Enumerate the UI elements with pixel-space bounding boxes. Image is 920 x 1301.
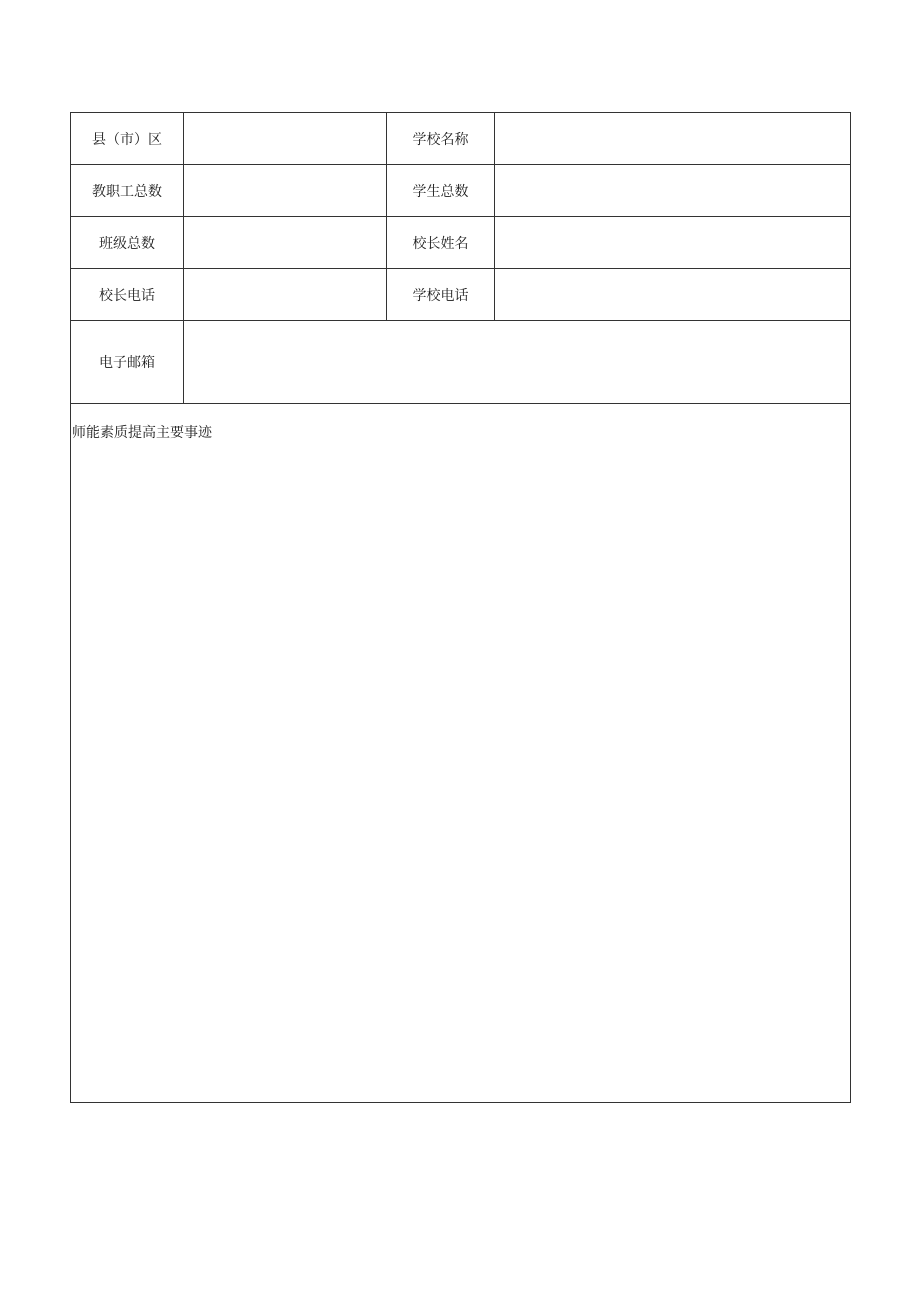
form-row-email xyxy=(71,321,851,404)
school-phone-field[interactable] xyxy=(495,269,851,321)
staff-total-field[interactable] xyxy=(184,165,387,217)
principal-name-label: 校长姓名 xyxy=(387,217,495,269)
email-label: 电子邮箱 xyxy=(71,321,184,404)
achievements-label: 师能素质提高主要事迹 xyxy=(72,425,212,441)
form-row-phones xyxy=(71,269,851,321)
achievements-section[interactable] xyxy=(71,404,851,1103)
district-label: 县（市）区 xyxy=(71,113,184,165)
school-phone-label: 学校电话 xyxy=(387,269,495,321)
principal-phone-field[interactable] xyxy=(184,269,387,321)
staff-total-label: 教职工总数 xyxy=(71,165,184,217)
district-field[interactable] xyxy=(184,113,387,165)
form-row-district xyxy=(71,113,851,165)
principal-phone-label: 校长电话 xyxy=(71,269,184,321)
school-name-label: 学校名称 xyxy=(387,113,495,165)
class-total-label: 班级总数 xyxy=(71,217,184,269)
form-row-classes xyxy=(71,217,851,269)
email-field[interactable] xyxy=(184,321,851,404)
principal-name-field[interactable] xyxy=(495,217,851,269)
class-total-field[interactable] xyxy=(184,217,387,269)
school-info-form xyxy=(70,112,851,1103)
form-row-staff xyxy=(71,165,851,217)
student-total-label: 学生总数 xyxy=(387,165,495,217)
form-row-achievements xyxy=(71,404,851,1103)
student-total-field[interactable] xyxy=(495,165,851,217)
school-name-field[interactable] xyxy=(495,113,851,165)
